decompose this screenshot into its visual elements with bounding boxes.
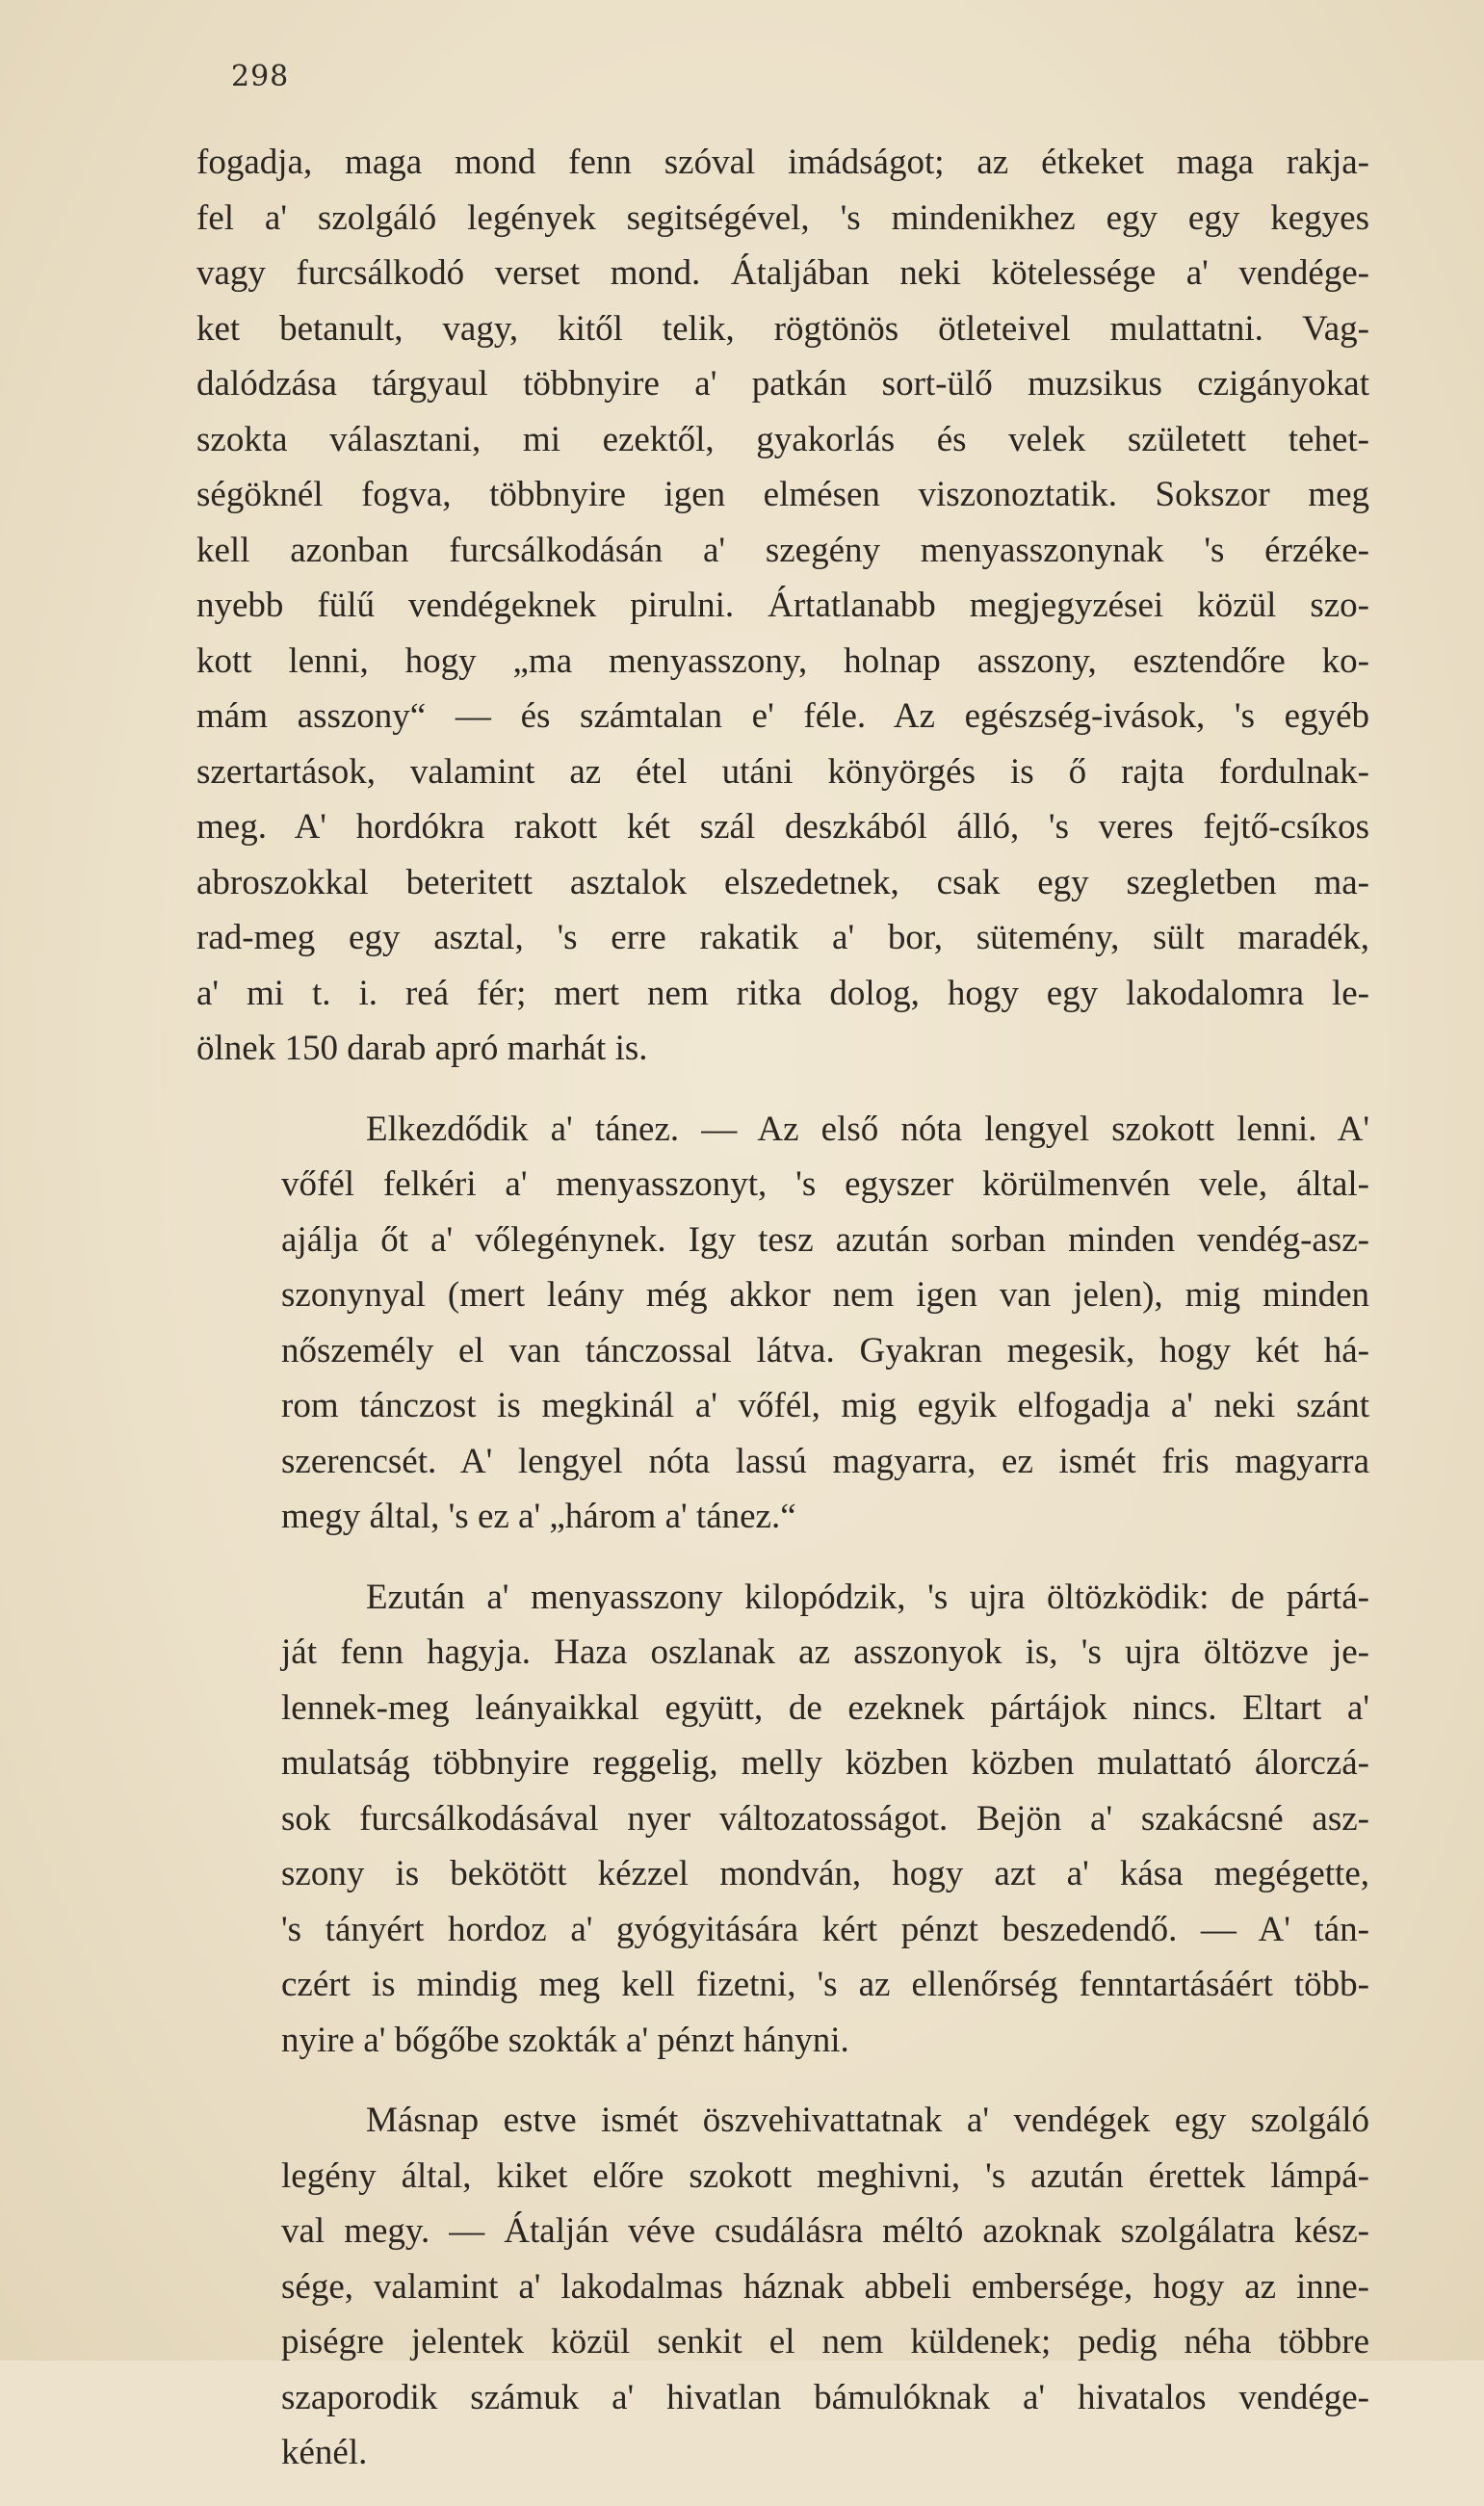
text-line: piségre jelentek közül senkit el nem küldenek; pedig néha többre: [281, 2322, 1369, 2362]
text-line: rom tánczost is megkinál a' vőfél, mig egyik elfogadja a' neki szánt: [281, 1386, 1369, 1425]
text-line: abroszokkal beteritett asztalok elszedetnek, csak egy szegletben ma-: [196, 862, 1369, 902]
text-line: vagy furcsálkodó verset mond. Átaljában neki kötelessége a' vendége-: [196, 253, 1369, 293]
text-line: val megy. — Átalján véve csudálásra méltó azoknak szolgálatra kész-: [281, 2211, 1369, 2251]
body-text: [196, 135, 1369, 2506]
paragraph: [196, 1102, 1369, 1545]
text-line: nőszemély el van tánczossal látva. Gyakran megesik, hogy két há-: [281, 1330, 1369, 1370]
text-line: nyire a' bőgőbe szokták a' pénzt hányni.: [281, 2020, 849, 2060]
text-line: szaporodik számuk a' hivatlan bámulóknak a' hivatalos vendége-: [281, 2377, 1369, 2417]
text-line: szertartások, valamint az étel utáni könyörgés is ő rajta fordulnak-: [196, 751, 1369, 792]
text-line: meg. A' hordókra rakott két szál deszkából álló, 's veres fejtő-csíkos: [196, 807, 1369, 847]
text-line: ját fenn hagyja. Haza oszlanak az asszonyok is, 's ujra öltözve je-: [281, 1632, 1369, 1672]
text-line: nyebb fülű vendégeknek pirulni. Ártatlanabb megjegyzései közül szo-: [196, 586, 1369, 625]
text-line: vőfél felkéri a' menyasszonyt, 's egyszer körülmenvén vele, által-: [281, 1164, 1369, 1204]
paragraph: [196, 2093, 1369, 2481]
text-line: mulatság többnyire reggelig, melly közben közben mulattató álorczá-: [281, 1743, 1369, 1783]
text-line: czért is mindig meg kell fizetni, 's az ellenőrség fenntartásáért több-: [281, 1965, 1369, 2004]
text-line: szony is bekötött kézzel mondván, hogy azt a' kása megégette,: [281, 1854, 1369, 1893]
text-line: sége, valamint a' lakodalmas háznak abbeli embersége, hogy az inne-: [281, 2266, 1369, 2307]
paragraph: [196, 135, 1369, 1077]
text-line: Ezután a' menyasszony kilopódzik, 's ujra öltözködik: de pártá-: [366, 1577, 1369, 1617]
text-line: kell azonban furcsálkodásán a' szegény menyasszonynak 's érzéke-: [196, 530, 1369, 570]
text-line: lennek-meg leányaikkal együtt, de ezeknek pártájok nincs. Eltart a': [281, 1687, 1369, 1728]
text-line: a' mi t. i. reá fér; mert nem ritka dolog, hogy egy lakodalomra le-: [196, 973, 1369, 1013]
text-line: szonynyal (mert leány még akkor nem igen van jelen), mig minden: [281, 1275, 1369, 1315]
text-line: mám asszony“ — és számtalan e' féle. Az egészség-ivások, 's egyéb: [196, 696, 1369, 736]
text-line: Másnap estve ismét öszvehivattatnak a' vendégek egy szolgáló: [366, 2101, 1369, 2140]
text-line: kott lenni, hogy „ma menyasszony, holnap asszony, esztendőre ko-: [196, 640, 1369, 681]
page-number: 298: [231, 60, 290, 93]
text-line: szokta választani, mi ezektől, gyakorlás és velek született tehet-: [196, 419, 1369, 459]
text-line: ölnek 150 darab apró marhát is.: [196, 1029, 648, 1068]
text-line: szerencsét. A' lengyel nóta lassú magyarra, ez ismét fris magyarra: [281, 1441, 1369, 1481]
text-line: ségöknél fogva, többnyire igen elmésen viszonoztatik. Sokszor meg: [196, 475, 1369, 514]
text-line: ajálja őt a' vőlegénynek. Igy tesz azután sorban minden vendég-asz-: [281, 1219, 1369, 1260]
text-line: megy által, 's ez a' „három a' tánez.“: [281, 1497, 796, 1536]
text-line: legény által, kiket előre szokott meghivni, 's azután érettek lámpá-: [281, 2155, 1369, 2196]
text-line: fogadja, maga mond fenn szóval imádságot; az étkeket maga rakja-: [196, 143, 1369, 182]
text-line: dalódzása tárgyaul többnyire a' patkán sort-ülő muzsikus czigányokat: [196, 364, 1369, 404]
text-line: ket betanult, vagy, kitől telik, rögtönös ötleteivel mulattatni. Vag-: [196, 308, 1369, 349]
paragraph: [196, 1570, 1369, 2069]
text-line: sok furcsálkodásával nyer változatosságot. Bejön a' szakácsné asz-: [281, 1798, 1369, 1839]
text-line: 's tányért hordoz a' gyógyitására kért pénzt beszedendő. — A' tán-: [281, 1909, 1369, 1949]
text-line: Elkezdődik a' tánez. — Az első nóta lengyel szokott lenni. A': [366, 1109, 1369, 1149]
text-line: rad-meg egy asztal, 's erre rakatik a' bor, sütemény, sült maradék,: [196, 918, 1369, 957]
text-line: kénél.: [281, 2433, 368, 2472]
text-line: fel a' szolgáló legények segitségével, 's mindenikhez egy egy kegyes: [196, 197, 1369, 238]
